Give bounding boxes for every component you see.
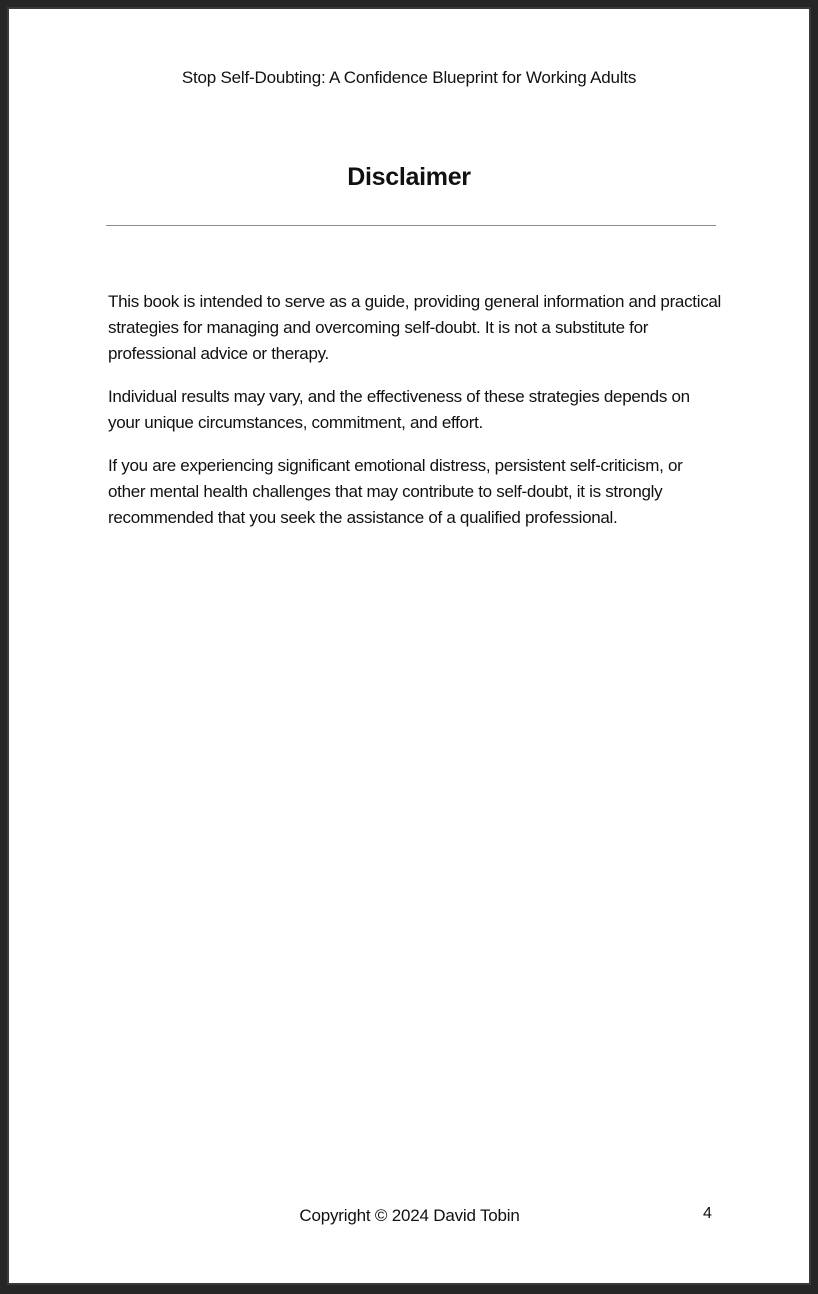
- footer-copyright: Copyright © 2024 David Tobin: [299, 1206, 520, 1225]
- paragraph-2: Individual results may vary, and the effectiveness of these strategies depends on your unique circumstances, commitment, and effort.: [108, 387, 690, 432]
- page-title: Disclaimer: [347, 163, 471, 191]
- running-header: Stop Self-Doubting: A Confidence Blueprint for Working Adults: [181, 68, 637, 87]
- page-number: 4: [703, 1205, 712, 1222]
- paragraph-1: This book is intended to serve as a guide, providing general information and practical strategies for managing and overcoming self-doubt. It is not a substitute for professional advice or therapy.: [108, 292, 722, 363]
- paragraph-3: If you are experiencing significant emotional distress, persistent self-criticism, or other mental health challenges that may contribute to self-doubt, it is strongly recommended that you seek the assistance of a qualified professional.: [108, 456, 683, 527]
- disclaimer-body: [108, 289, 723, 548]
- title-divider: [106, 225, 716, 226]
- document-page: [9, 9, 809, 1283]
